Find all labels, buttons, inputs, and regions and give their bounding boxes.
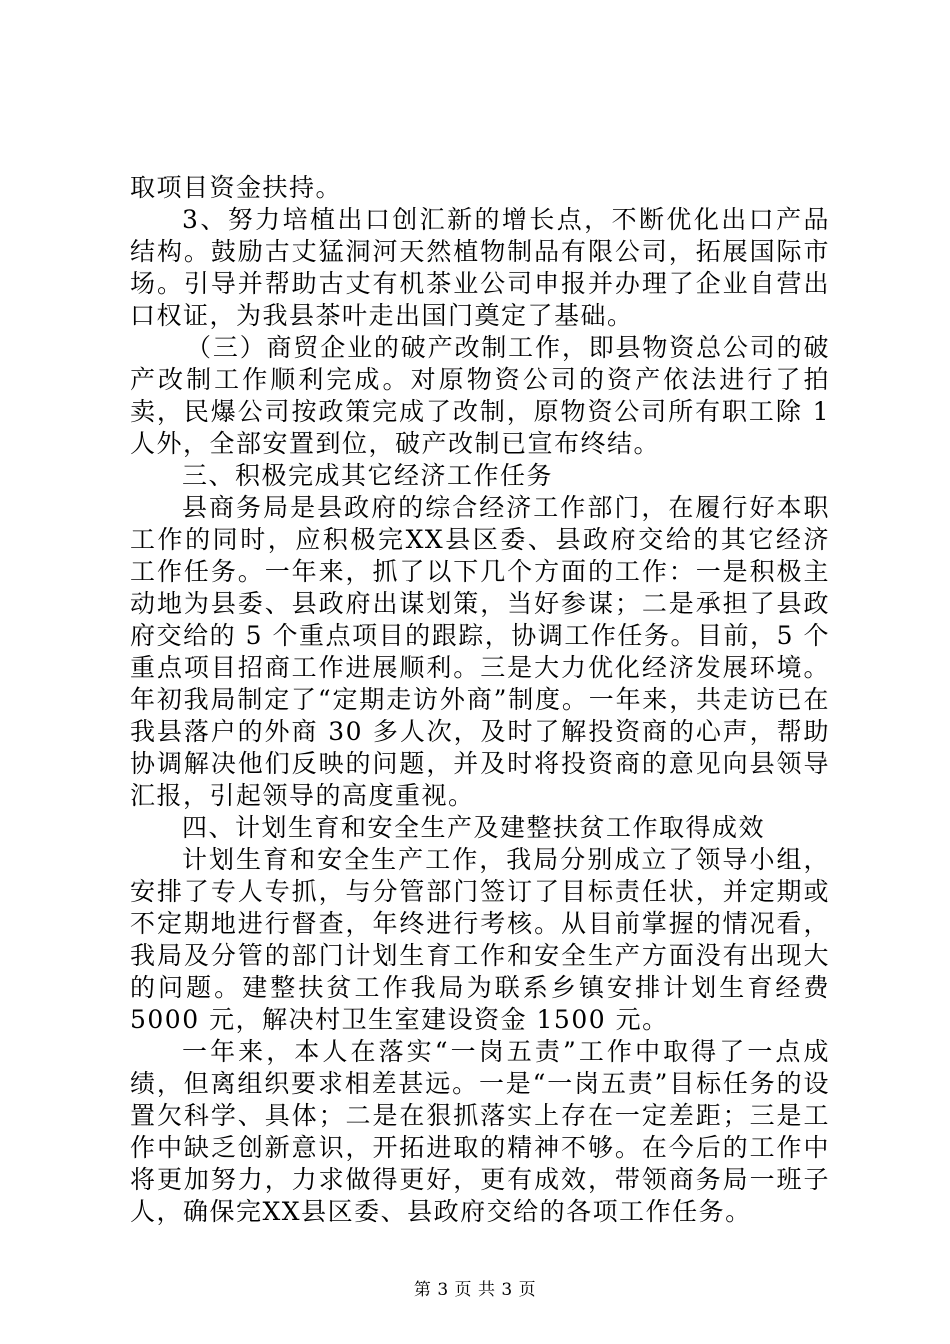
section-heading-other-tasks: 三、积极完成其它经济工作任务	[182, 461, 554, 490]
paragraph-summary: 一年来，本人在落实“一岗五责”工作中取得了一点成绩，但离组织要求相差甚远。一是“一岗五责”目标任务的设置欠科学、具体；二是在狠抓落实上存在一定差距；三是工作中缺乏创新意识，开拓进取的精神不够。在今后的工作中将更加努力，力求做得更好，更有成效，带领商务局一班子人，确保完XX县区委、县政府交给的各项工作任务。	[130, 1037, 830, 1226]
paragraph-other-tasks: 县商务局是县政府的综合经济工作部门，在履行好本职工作的同时，应积极完XX县区委、县政府交给的其它经济工作任务。一年来，抓了以下几个方面的工作：一是积极主动地为县委、县政府出谋划策，当好参谋；二是承担了县政府交给的 5 个重点项目的跟踪，协调工作任务。目前，5 个重点项目招商工作进展顺利。三是大力优化经济发展环境。年初我局制定了“定期走访外商”制度。一年来，共走访已在我县落户的外商 30 多人次，及时了解投资商的心声，帮助协调解决他们反映的问题，并及时将投资商的意见向县领导汇报，引起领导的高度重视。	[130, 493, 830, 810]
paragraph-continuation: 取项目资金扶持。	[130, 173, 343, 202]
paragraph-family-planning: 计划生育和安全生产工作，我局分别成立了领导小组，安排了专人专抓，与分管部门签订了目标责任状，并定期或不定期地进行督查，年终进行考核。从目前掌握的情况看，我局及分管的部门计划生育工作和安全生产方面没有出现大的问题。建整扶贫工作我局为联系乡镇安排计划生育经费 5000 元，解决村卫生室建设资金 1500 元。	[130, 845, 830, 1034]
paragraph-bankruptcy-reform: （三）商贸企业的破产改制工作，即县物资总公司的破产改制工作顺利完成。对原物资公司的资产依法进行了拍卖，民爆公司按政策完成了改制，原物资公司所有职工除 1 人外，全部安置到位，破产改制已宣布终结。	[130, 333, 830, 458]
paragraph-export-growth: 3、努力培植出口创汇新的增长点，不断优化出口产品结构。鼓励古丈猛洞河天然植物制品有限公司，拓展国际市场。引导并帮助古丈有机茶业公司申报并办理了企业自营出口权证，为我县茶叶走出国门奠定了基础。	[130, 205, 830, 330]
section-heading-family-planning: 四、计划生育和安全生产及建整扶贫工作取得成效	[182, 813, 766, 842]
page-number-footer: 第 3 页 共 3 页	[413, 1280, 537, 1300]
document-body	[130, 172, 830, 1228]
